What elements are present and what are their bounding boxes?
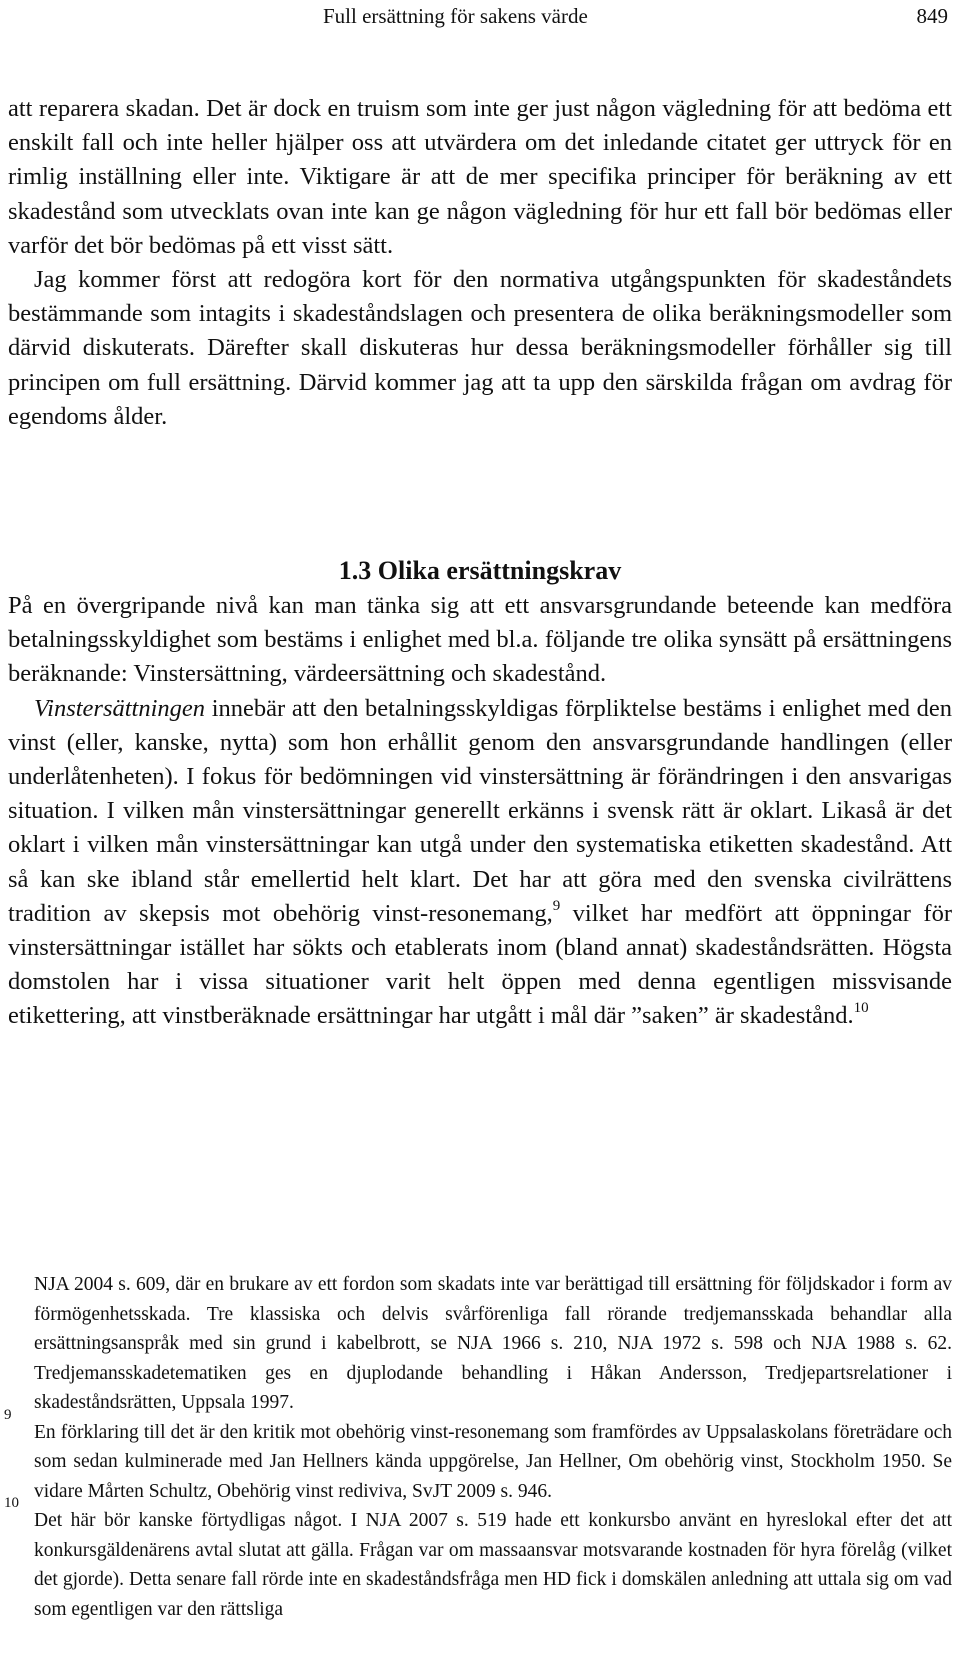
footnote-ref-10[interactable]: 10 bbox=[853, 1000, 869, 1017]
footnote-number: 10 bbox=[4, 1495, 19, 1511]
paragraph-4-text-a: innebär att den betalningsskyldigas förpliktelse bestäms i enlighet med den vinst (eller, kanske, nytta) som hon erhållit genom den ansvarsgrundande handlingen (eller underlåtenheten). I fokus för bedömningen vid vinstersättning är förändringen i den ansvarigas situation. I vilken mån vinstersättningar generellt erkänns i svensk rätt är oklart. Likaså är det oklart i vilken mån vinstersättningar kan utgå under den systematiska etiketten skadestånd. Att så kan ske ibland står emellertid helt klart. Det har att göra med den svenska civilrättens tradition av skepsis mot obehörig vinst-resonemang, bbox=[8, 694, 952, 927]
text-block-upper bbox=[8, 92, 952, 434]
paragraph-4-text-b: vilket har medfört att öppningar för vinstersättningar istället har sökts och etablerats inom (bland annat) skadeståndsrätten. Högsta domstolen har i vissa situationer varit helt öppen med denna egentligen missvisande etikettering, att vinstberäknade ersättningar har utgått i mål där ”saken” är skadestånd. bbox=[8, 899, 952, 1030]
footnote-text: Det här bör kanske förtydligas något. I NJA 2007 s. 519 hade ett konkursbo använt en hyreslokal efter det att konkursgäldenärens avtal slutat att gälla. Frågan var om massaansvar motsvarande kostnaden för hyra förelåg (vilket det gjorde). Detta senare fall rörde inte en skadeståndsfråga men HD fick i domskälen anledning att uttala sig om vad som egentligen var den rättsliga bbox=[34, 1510, 952, 1620]
footnotes bbox=[0, 1270, 960, 1624]
footnote-text: En förklaring till det är den kritik mot obehörig vinst-resonemang som framfördes av Uppsalaskolans företrädare och som sedan kulminerade med Jan Hellners kända uppgörelse, Jan Hellner, Om obehörig vinst, Stockholm 1950. Se vidare Mårten Schultz, Obehörig vinst rediviva, SvJT 2009 s. 946. bbox=[34, 1421, 952, 1502]
footnote-ref-9[interactable]: 9 bbox=[552, 897, 561, 914]
paragraph-2: Jag kommer först att redogöra kort för den normativa utgångspunkten för skadeståndets bestämmande som intagits i skadeståndslagen och presentera de olika beräkningsmodeller som därvid diskuterats. Därefter skall diskuteras hur dessa beräkningsmodeller förhåller sig till principen om full ersättning. Därvid kommer jag att ta upp den särskilda frågan om avdrag för egendoms ålder. bbox=[8, 266, 952, 430]
text-block-lower bbox=[8, 589, 952, 1034]
footnote-continued bbox=[0, 1270, 960, 1418]
footnote-number: 9 bbox=[4, 1406, 12, 1423]
footnote-10 bbox=[0, 1495, 960, 1624]
paragraph-1: att reparera skadan. Det är dock en truism som inte ger just någon vägledning för att bedöma ett enskilt fall och inte heller hjälper oss att utvärdera om det inledande citatet ger uttryck för en rimlig inställning eller inte. Viktigare är att de mer specifika principer för beräkning av ett skadestånd som utvecklats ovan inte kan ge någon vägledning för hur ett fall bör bedömas eller varför det bör bedömas på ett visst sätt. bbox=[8, 95, 952, 259]
footnote-text: NJA 2004 s. 609, där en brukare av ett fordon som skadats inte var berättigad till ersättning för följdskador i form av förmögenhetsskada. Tre klassiska och delvis svårförenliga fall rörande tredjemansskada behandlar alla ersättningsanspråk med sin grund i kabelbrott, se NJA 1966 s. 210, NJA 1972 s. 598 och NJA 1988 s. 62. Tredjemansskadetematiken ges en djuplodande behandling i Håkan Andersson, Tredjepartsrelationer i skadeståndsrätten, Uppsala 1997. bbox=[34, 1274, 952, 1413]
section-heading-text: 1.3 Olika ersättningskrav bbox=[338, 556, 622, 585]
paragraph-3: På en övergripande nivå kan man tänka sig att ett ansvarsgrundande beteende kan medföra betalningsskyldighet som bestäms i enlighet med bl.a. följande tre olika synsätt på ersättningens beräknande: Vinstersättning, värdeersättning och skadestånd. bbox=[8, 592, 952, 688]
running-head bbox=[0, 4, 960, 34]
page-number: 849 bbox=[916, 4, 948, 28]
paragraph-4 bbox=[8, 692, 952, 1034]
italic-term: Vinstersättningen bbox=[34, 694, 206, 722]
running-title: Full ersättning för sakens värde bbox=[323, 4, 588, 28]
footnote-9 bbox=[0, 1406, 960, 1507]
